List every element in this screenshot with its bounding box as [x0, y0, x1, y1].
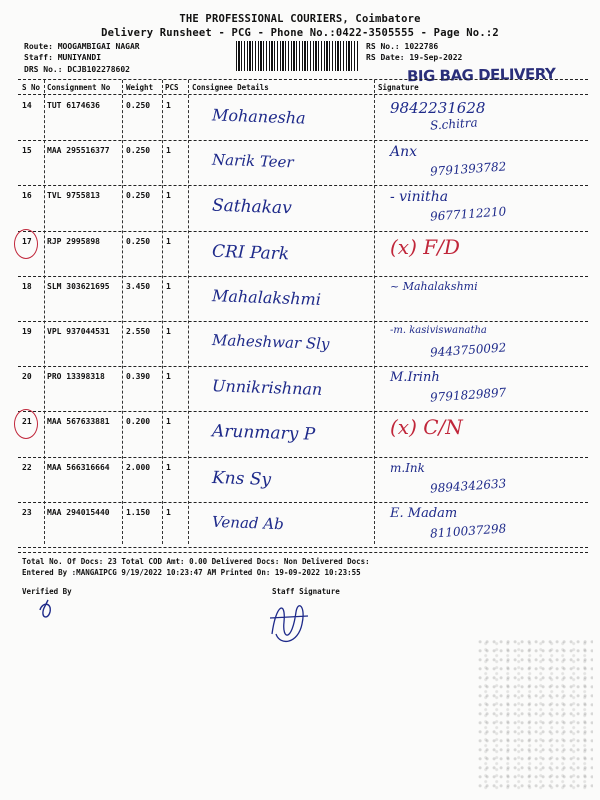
- staff-label: Staff: MUNIYANDI: [24, 53, 102, 62]
- row-sno: 21: [22, 417, 32, 427]
- row-weight: 2.000: [126, 462, 151, 472]
- row-consignment-no: TUT 6174636: [47, 101, 100, 110]
- row-signature-note: 9677112210: [429, 204, 507, 225]
- row-consignee-handwriting: Sathakav: [211, 196, 293, 219]
- row-signature: Anx: [390, 144, 418, 161]
- col-header-pcs: PCS: [165, 83, 179, 92]
- row-consignee-handwriting: Narik Teer: [211, 150, 294, 172]
- rs-date-label: RS Date: 19-Sep-2022: [366, 53, 463, 62]
- verified-initials-mark: [36, 598, 66, 622]
- row-consignment-no: MAA 294015440: [47, 507, 110, 517]
- row-separator: [18, 321, 588, 322]
- row-consignment-no: PRO 13398318: [47, 372, 105, 382]
- row-weight: 0.390: [126, 372, 151, 382]
- col-header-signature: Signature: [378, 83, 419, 92]
- row-consignment-no: MAA 567633881: [47, 417, 110, 427]
- row-weight: 2.550: [126, 327, 151, 336]
- row-consignment-no: RJP 2995898: [47, 236, 100, 246]
- entered-by-line: Entered By :MANGAIPCG 9/19/2022 10:23:47 AM Printed On: 19-09-2022 10:23:55: [22, 568, 361, 577]
- row-weight: 1.150: [126, 507, 151, 517]
- col-header-consignment: Consignment No: [47, 83, 111, 92]
- column-divider: [122, 80, 123, 544]
- row-sno: 17: [22, 236, 32, 246]
- row-pcs: 1: [166, 327, 171, 336]
- row-sno: 23: [22, 507, 32, 517]
- row-consignment-no: SLM 303621695: [47, 281, 110, 291]
- row-signature: 9842231628: [390, 99, 486, 117]
- row-signature: M.Irinh: [390, 370, 440, 386]
- row-pcs: 1: [166, 146, 171, 156]
- row-sno: 14: [22, 101, 32, 110]
- sno-red-circle: [14, 229, 38, 259]
- row-sno: 19: [22, 327, 32, 336]
- row-sno: 22: [22, 462, 32, 472]
- row-weight: 0.250: [126, 191, 151, 201]
- row-separator: [18, 276, 588, 277]
- row-signature: m.Ink: [390, 460, 425, 475]
- row-signature-note: S.chitra: [429, 115, 479, 133]
- sno-red-circle: [14, 409, 38, 439]
- row-pcs: 1: [166, 236, 171, 246]
- row-separator: [18, 140, 588, 141]
- row-signature-note: 9443750092: [429, 340, 507, 360]
- row-separator: [18, 411, 588, 412]
- row-pcs: 1: [166, 417, 171, 427]
- rs-no-label: RS No.: 1022786: [366, 42, 439, 51]
- row-signature-note: 9791829897: [429, 385, 507, 405]
- row-separator: [18, 547, 588, 548]
- row-pcs: 1: [166, 507, 171, 517]
- column-divider: [44, 80, 45, 544]
- verified-by-label: Verified By: [22, 587, 72, 596]
- row-signature: (x) C/N: [390, 415, 463, 440]
- barcode: [236, 41, 358, 71]
- row-signature: - vinitha: [390, 189, 449, 206]
- row-consignee-handwriting: Maheshwar Sly: [211, 330, 330, 354]
- row-consignment-no: MAA 566316664: [47, 462, 110, 472]
- big-bag-delivery-stamp: BIG BAG DELIVERY: [406, 64, 556, 86]
- row-signature: (x) F/D: [390, 234, 460, 259]
- row-consignee-handwriting: Arunmary P: [211, 421, 316, 446]
- row-signature-note: 8110037298: [429, 521, 507, 541]
- row-separator: [18, 457, 588, 458]
- column-divider: [162, 80, 163, 544]
- header-top-rule: [18, 79, 588, 80]
- drs-label: DRS No.: DCJB102278602: [24, 65, 130, 74]
- runsheet-subtitle: Delivery Runsheet - PCG - Phone No.:0422-3505555 - Page No.:2: [101, 27, 499, 39]
- row-separator: [18, 231, 588, 232]
- row-signature: ~ Mahalakshmi: [390, 279, 478, 293]
- row-signature-note: 9894342633: [429, 475, 507, 496]
- row-weight: 0.250: [126, 146, 151, 156]
- row-weight: 0.250: [126, 101, 151, 110]
- company-title: THE PROFESSIONAL COURIERS, Coimbatore: [179, 13, 421, 25]
- row-consignment-no: MAA 295516377: [47, 146, 110, 156]
- row-weight: 3.450: [126, 281, 151, 291]
- footer-rule: [18, 552, 588, 553]
- scan-noise: [478, 640, 593, 790]
- route-label: Route: MOOGAMBIGAI NAGAR: [24, 42, 140, 51]
- row-consignee-handwriting: Mahalakshmi: [211, 285, 322, 309]
- row-sno: 20: [22, 372, 32, 382]
- row-sno: 18: [22, 281, 32, 291]
- row-separator: [18, 366, 588, 367]
- row-pcs: 1: [166, 191, 171, 201]
- column-divider: [374, 80, 375, 544]
- row-pcs: 1: [166, 281, 171, 291]
- row-consignee-handwriting: CRI Park: [211, 241, 290, 264]
- row-separator: [18, 502, 588, 503]
- col-header-sno: S No: [22, 83, 41, 92]
- row-separator: [18, 185, 588, 186]
- col-header-weight: Weight: [126, 83, 154, 92]
- row-pcs: 1: [166, 462, 171, 472]
- row-weight: 0.250: [126, 236, 151, 246]
- column-divider: [188, 80, 189, 544]
- row-signature: E. Madam: [390, 505, 458, 521]
- staff-signature-label: Staff Signature: [272, 587, 340, 596]
- row-sno: 15: [22, 146, 32, 156]
- totals-line: Total No. Of Docs: 23 Total COD Amt: 0.00 Delivered Docs: Non Delivered Docs:: [22, 557, 370, 566]
- row-signature: -m. kasiviswanatha: [390, 325, 487, 336]
- row-pcs: 1: [166, 101, 171, 110]
- row-consignment-no: TVL 9755813: [47, 191, 100, 201]
- row-signature-note: 9791393782: [429, 159, 507, 179]
- row-consignee-handwriting: Kns Sy: [211, 467, 272, 490]
- row-consignee-handwriting: Mohanesha: [211, 105, 306, 128]
- staff-signature-mark: [262, 594, 318, 650]
- header-bottom-rule: [18, 94, 588, 95]
- row-sno: 16: [22, 191, 32, 201]
- col-header-consignee: Consignee Details: [192, 83, 269, 92]
- row-pcs: 1: [166, 372, 171, 382]
- row-consignment-no: VPL 937044531: [47, 327, 110, 336]
- row-weight: 0.200: [126, 417, 151, 427]
- row-consignee-handwriting: Unnikrishnan: [211, 376, 323, 400]
- row-consignee-handwriting: Venad Ab: [211, 512, 285, 534]
